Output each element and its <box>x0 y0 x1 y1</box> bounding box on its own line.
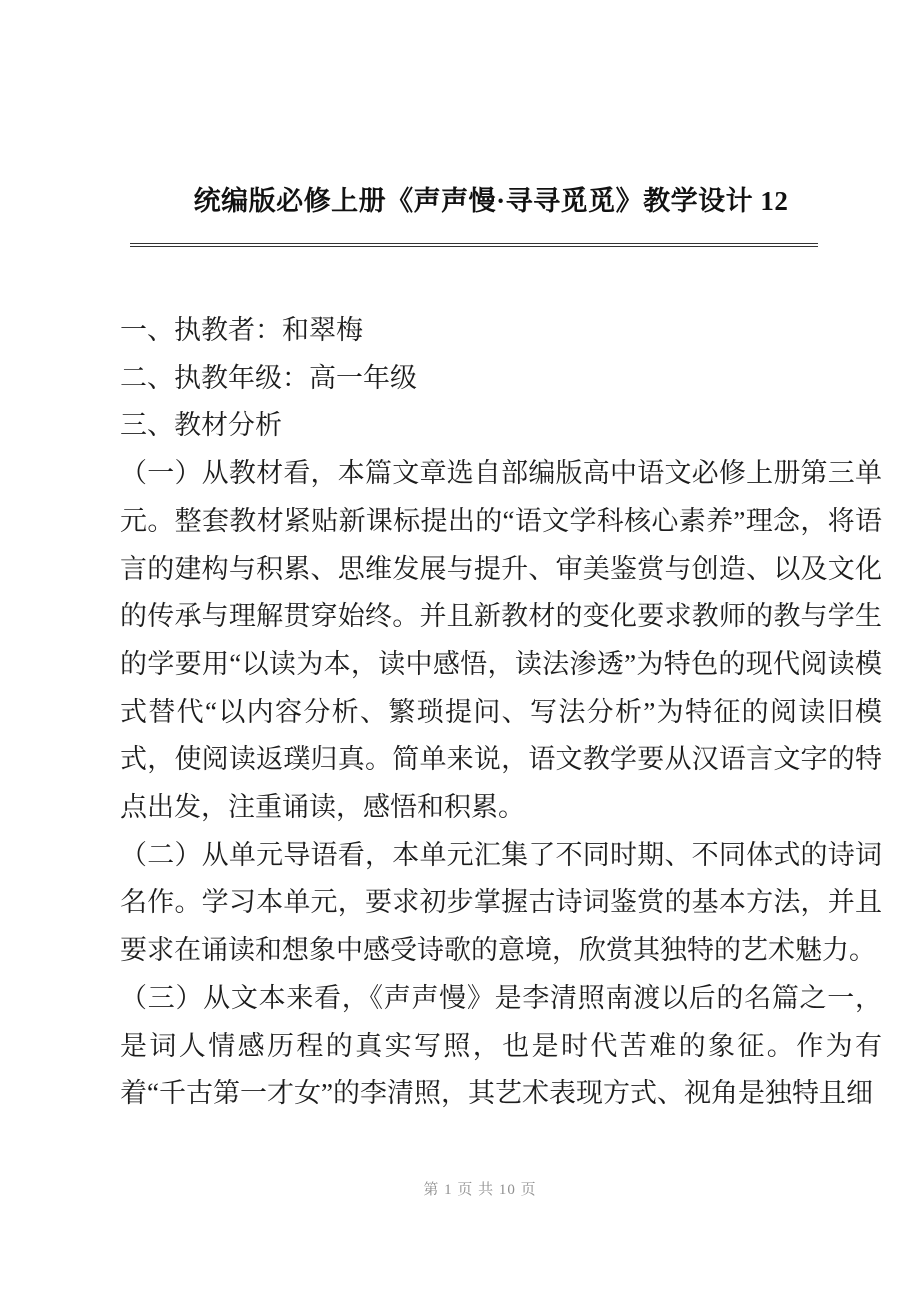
paragraph-lecturer: 一、执教者：和翠梅 <box>120 315 363 345</box>
document-body <box>120 307 882 1118</box>
paragraph-analysis-1: （一）从教材看，本篇文章选自部编版高中语文必修上册第三单元。整套教材紧贴新课标提出的“语文学科核心素养”理念，将语言的建构与积累、思维发展与提升、审美鉴赏与创造、以及文化的传承与理解贯穿始终。并且新教材的变化要求教师的教与学生的学要用“以读为本，读中感悟，读法渗透”为特色的现代阅读模式替代“以内容分析、繁琐提问、写法分析”为特征的阅读旧模式，使阅读返璞归真。简单来说，语文教学要从汉语言文字的特点出发，注重诵读，感悟和积累。 <box>120 458 882 823</box>
page-number-label: 第 1 页 共 10 页 <box>423 1182 537 1198</box>
title-divider-double-line <box>130 243 818 247</box>
document-title: 统编版必修上册《声声慢·寻寻觅觅》教学设计 12 <box>193 186 789 216</box>
page-footer <box>40 1180 920 1200</box>
paragraph-section-heading: 三、教材分析 <box>120 410 282 441</box>
paragraph-grade: 二、执教年级：高一年级 <box>120 362 417 393</box>
paragraph-analysis-3: （三）从文本来看，《声声慢》是李清照南渡以后的名篇之一，是词人情感历程的真实写照，也是时代苦难的象征。作为有着“千古第一才女”的李清照，其艺术表现方式、视角是独特且细 <box>120 982 882 1109</box>
paragraph-analysis-2: （二）从单元导语看，本单元汇集了不同时期、不同体式的诗词名作。学习本单元，要求初步掌握古诗词鉴赏的基本方法，并且要求在诵读和想象中感受诗歌的意境，欣赏其独特的艺术魅力。 <box>120 839 882 966</box>
